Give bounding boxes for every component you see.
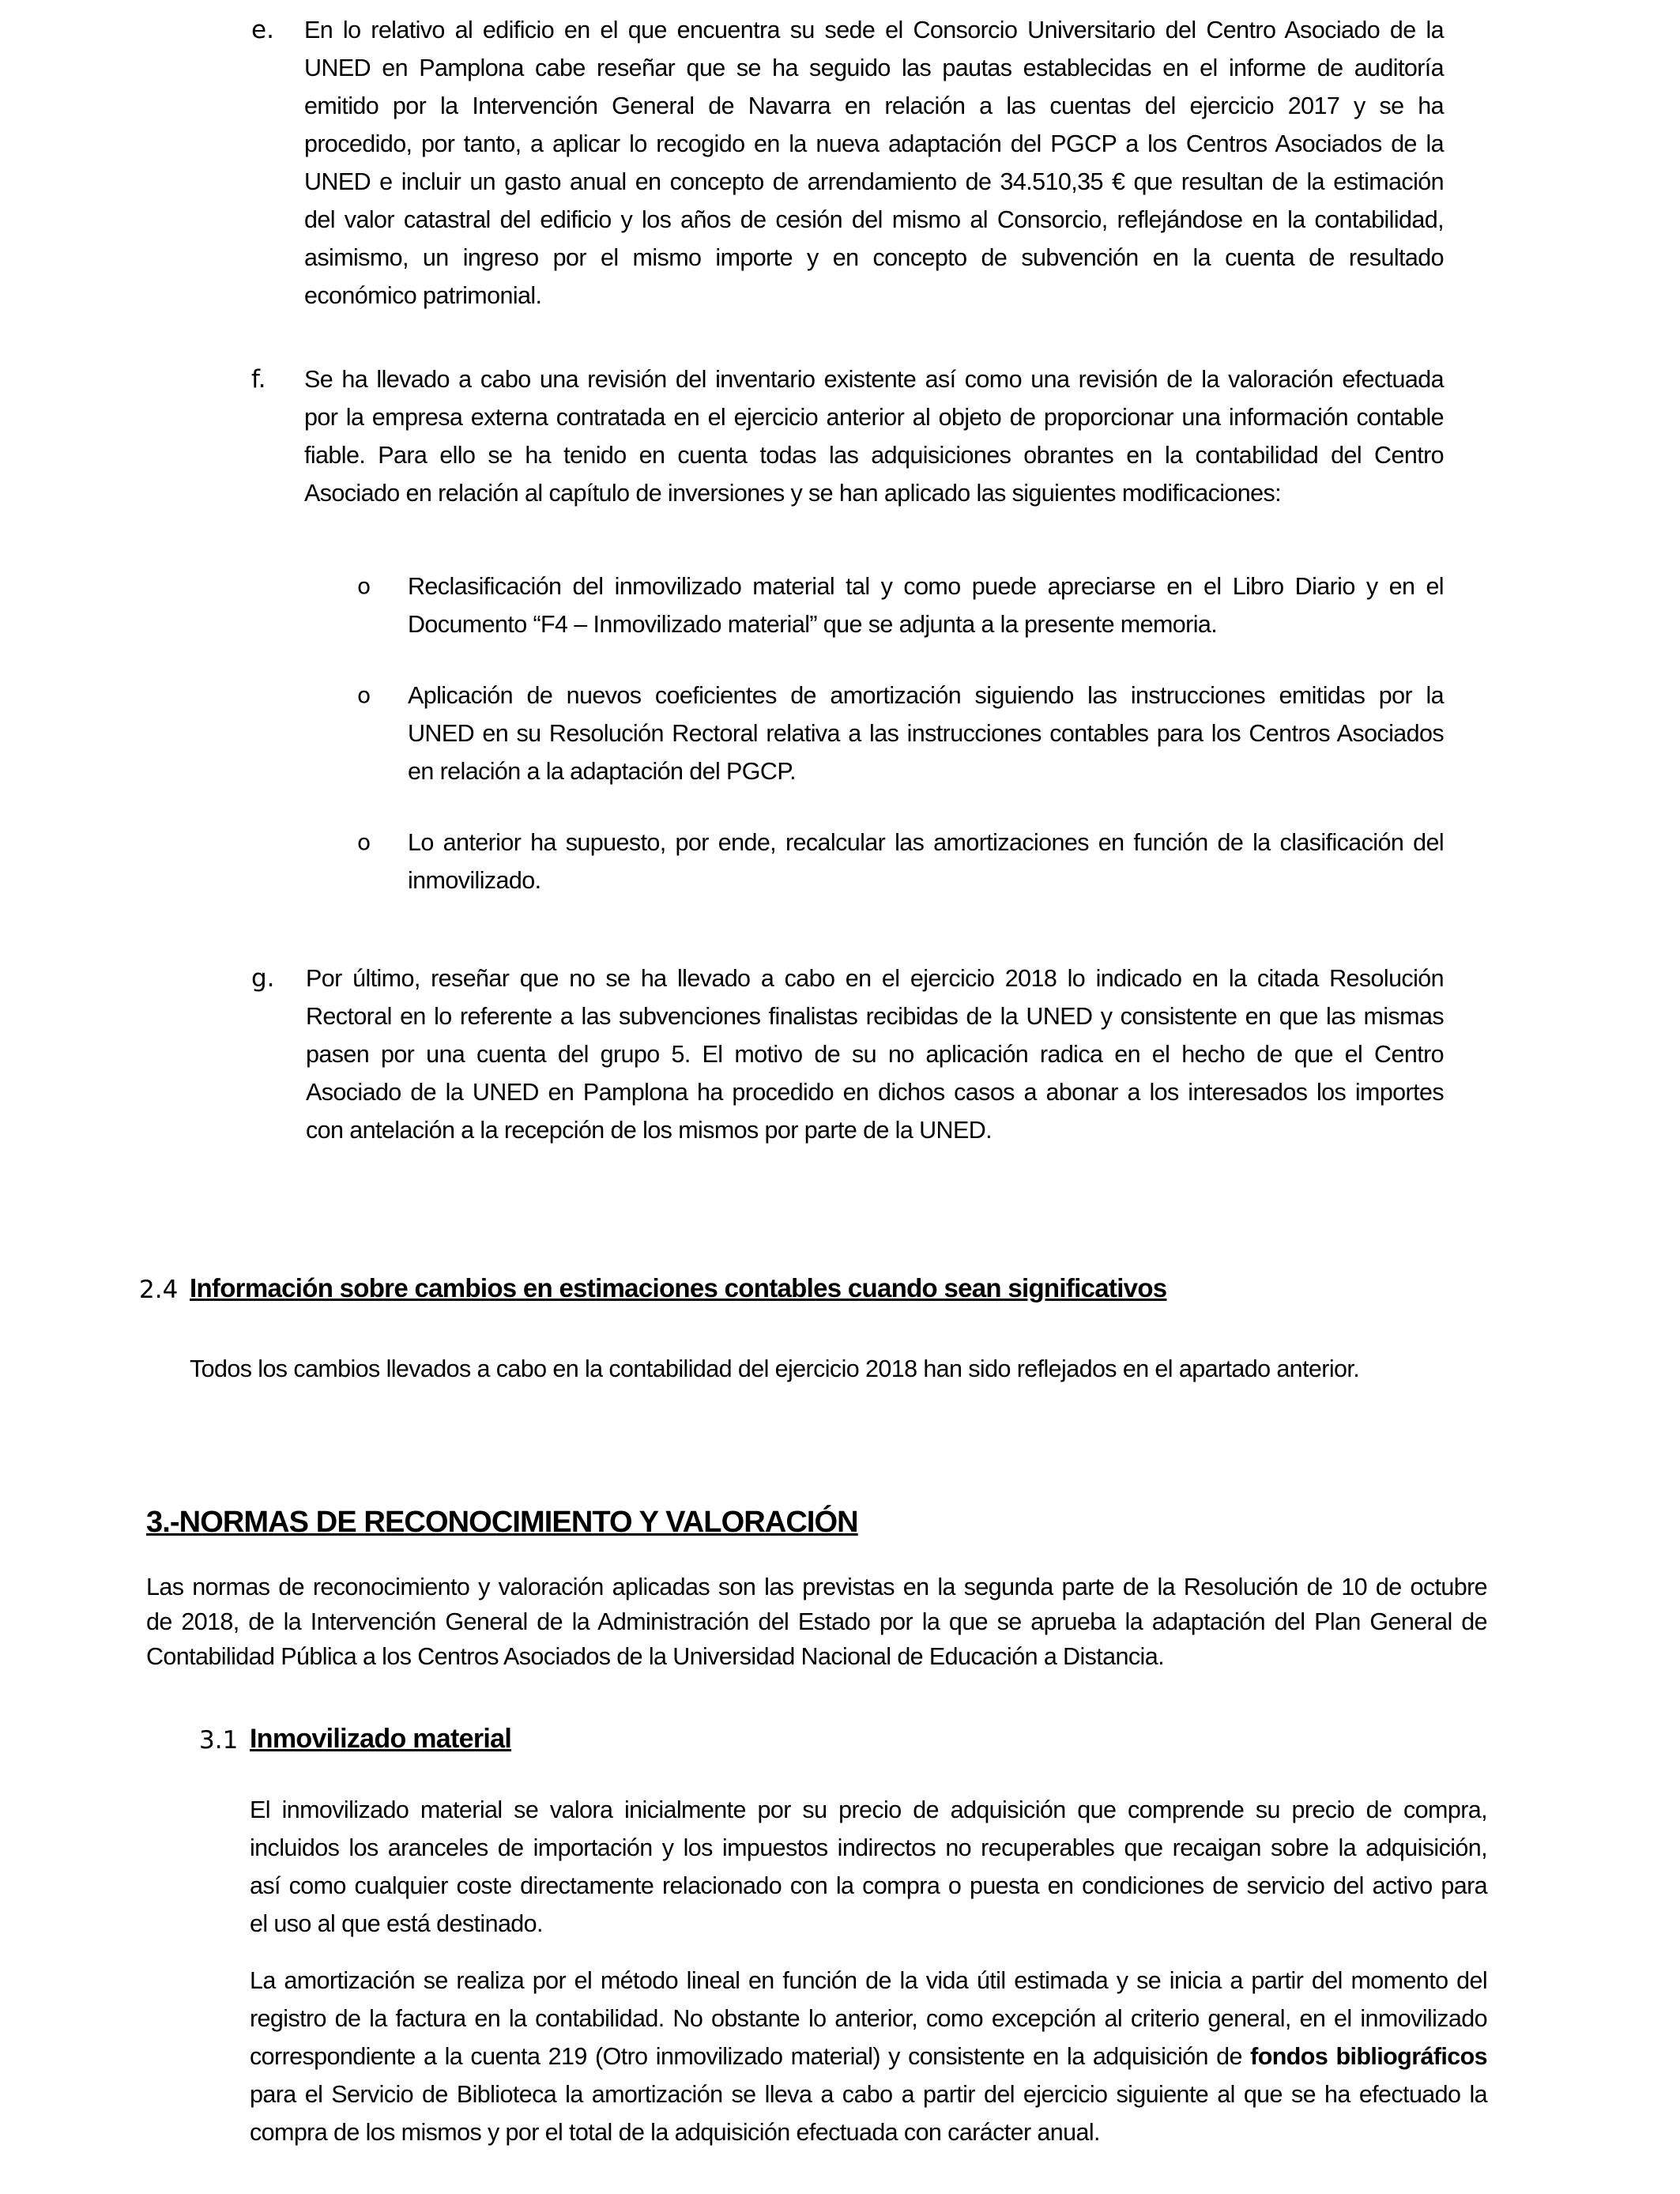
item-e-line: emitido por la Intervención General de Navarra en relación a las cuentas del ejercicio 2017 y se ha — [304, 92, 1444, 119]
item-e-line: UNED en Pamplona cabe reseñar que se ha seguido las pautas establecidas en el informe de auditoría — [304, 55, 1444, 81]
subitem-line: en relación a la adaptación del PGCP. — [408, 758, 796, 785]
section-3-line: Contabilidad Pública a los Centros Asociados de la Universidad Nacional de Educación a Distancia. — [146, 1643, 1164, 1670]
section-2-4-number: 2.4 — [139, 1276, 179, 1304]
para2-line: registro de la factura en la contabilidad. No obstante lo anterior, como excepción al criterio general, en el inmovilizado — [250, 2005, 1487, 2032]
section-3-1-paragraph-1 — [250, 1791, 1487, 1943]
subitem-line: Lo anterior ha supuesto, por ende, recalcular las amortizaciones en función de la clasificación del — [408, 829, 1444, 856]
para1-line: incluidos los aranceles de importación y los impuestos indirectos no recuperables que recaigan sobre la adquisición, — [250, 1834, 1487, 1861]
section-3-1-heading: Inmovilizado material — [250, 1724, 512, 1754]
item-e-line: UNED e incluir un gasto anual en concepto de arrendamiento de 34.510,35 € que resultan de la estimación — [304, 168, 1444, 195]
item-e-line: En lo relativo al edificio en el que encuentra su sede el Consorcio Universitario del Centro Asociado de la — [304, 17, 1444, 43]
para1-line: El inmovilizado material se valora inicialmente por su precio de adquisición que comprende su precio de compra, — [250, 1796, 1487, 1823]
subitem-amortizaciones — [408, 824, 1444, 899]
section-3-paragraph — [146, 1570, 1487, 1674]
item-f-line: Asociado en relación al capítulo de inversiones y se han aplicado las siguientes modificaciones: — [304, 480, 1282, 507]
item-f-line: Se ha llevado a cabo una revisión del inventario existente así como una revisión de la valoración efectuada — [304, 366, 1444, 393]
item-e-line: asimismo, un ingreso por el mismo importe y en concepto de subvención en la cuenta de resultado — [304, 244, 1444, 271]
para1-line: así como cualquier coste directamente relacionado con la compra o puesta en condiciones de servicio del activo para — [250, 1872, 1487, 1899]
item-g-line: Asociado de la UNED en Pamplona ha procedido en dichos casos a abonar a los interesados los importes — [306, 1079, 1444, 1106]
section-2-4-heading: Información sobre cambios en estimaciones contables cuando sean significativos — [190, 1273, 1167, 1302]
bullet-circle-icon: o — [357, 682, 371, 708]
section-3-1-paragraph-2 — [250, 1962, 1487, 2151]
subitem-line: inmovilizado. — [408, 867, 541, 894]
item-e-line: económico patrimonial. — [304, 282, 542, 309]
para2-line: para el Servicio de Biblioteca la amortización se lleva a cabo a partir del ejercicio siguiente al que se ha efectuado la — [250, 2081, 1487, 2108]
section-3-line: de 2018, de la Intervención General de la Administración del Estado por la que se aprueba la adaptación del Plan General de — [146, 1608, 1487, 1635]
item-e-line: del valor catastral del edificio y los años de cesión del mismo al Consorcio, reflejándose en la contabilidad, — [304, 206, 1444, 233]
bullet-circle-icon: o — [357, 829, 371, 855]
item-g-line: Rectoral en lo referente a las subvenciones finalistas recibidas de la UNED y consistente en que las mismas — [306, 1003, 1444, 1030]
item-g-line: Por último, reseñar que no se ha llevado a cabo en el ejercicio 2018 lo indicado en la citada Resolución — [306, 965, 1444, 992]
item-f-marker: f. — [251, 365, 266, 394]
subitem-line: Documento “F4 – Inmovilizado material” que se adjunta a la presente memoria. — [408, 611, 1218, 638]
item-f-line: fiable. Para ello se ha tenido en cuenta todas las adquisiciones obrantes en la contabilidad del Centro — [304, 442, 1444, 469]
item-g-line: pasen por una cuenta del grupo 5. El motivo de su no aplicación radica en el hecho de que el Centro — [306, 1041, 1444, 1068]
item-g-paragraph — [306, 959, 1444, 1149]
section-3-line: Las normas de reconocimiento y valoración aplicadas son las previstas en la segunda parte de la Resolución de 10 de octubre — [146, 1574, 1487, 1600]
subitem-coeficientes — [408, 677, 1444, 790]
subitem-line: Reclasificación del inmovilizado material tal y como puede apreciarse en el Libro Diario y en el — [408, 573, 1444, 600]
subitem-reclasificacion — [408, 567, 1444, 643]
para2-line-with-bold — [250, 2038, 1487, 2075]
para2-line: La amortización se realiza por el método lineal en función de la vida útil estimada y se inicia a partir del momento del — [250, 1967, 1487, 1994]
section-2-4-text: Todos los cambios llevados a cabo en la contabilidad del ejercicio 2018 han sido reflejados en el apartado anterior. — [190, 1355, 1360, 1382]
item-f-paragraph — [304, 360, 1444, 512]
item-e-paragraph — [304, 11, 1444, 315]
subitem-line: UNED en su Resolución Rectoral relativa a las instrucciones contables para los Centros Asociados — [408, 720, 1444, 747]
item-g-line: con antelación a la recepción de los mismos por parte de la UNED. — [306, 1117, 992, 1144]
para1-line: el uso al que está destinado. — [250, 1910, 543, 1937]
section-3-1-number: 3.1 — [199, 1726, 239, 1755]
item-g-marker: g. — [251, 964, 275, 993]
para2-line: compra de los mismos y por el total de la adquisición efectuada con carácter anual. — [250, 2119, 1100, 2146]
section-3-heading: 3.-NORMAS DE RECONOCIMIENTO Y VALORACIÓN — [146, 1506, 858, 1539]
item-e-marker: e. — [251, 16, 274, 44]
item-e-line: procedido, por tanto, a aplicar lo recogido en la nueva adaptación del PGCP a los Centros Asociados de la — [304, 130, 1444, 157]
para2-line-text: correspondiente a la cuenta 219 (Otro inmovilizado material) y consistente en la adquisición de — [250, 2043, 1242, 2070]
para2-bold-term: fondos bibliográficos — [1250, 2043, 1488, 2070]
subitem-line: Aplicación de nuevos coeficientes de amortización siguiendo las instrucciones emitidas por la — [408, 682, 1444, 709]
item-f-line: por la empresa externa contratada en el ejercicio anterior al objeto de proporcionar una información contable — [304, 404, 1444, 431]
bullet-circle-icon: o — [357, 573, 371, 599]
